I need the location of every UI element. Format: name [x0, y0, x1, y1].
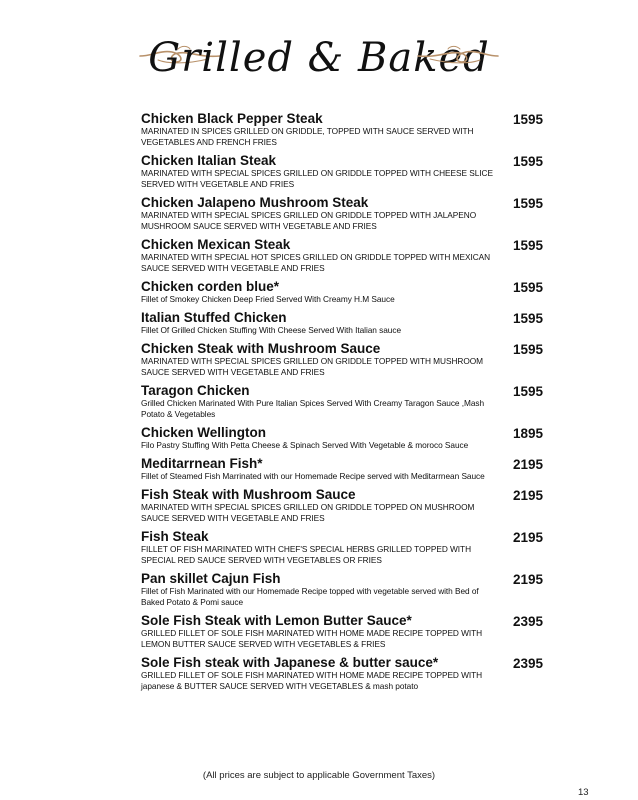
- menu-item-description: Fillet Of Grilled Chicken Stuffing With Cheese Served With Italian sauce: [141, 325, 402, 335]
- menu-item-description: GRILLED FILLET OF SOLE FISH MARINATED WITH HOME MADE RECIPE TOPPED WITH japanese & BUTTER SAUCE SERVED WITH VEGETABLES & mash potato: [141, 670, 483, 691]
- menu-item-name: Chicken Italian Steak: [141, 153, 277, 168]
- menu-item-name: Sole Fish steak with Japanese & butter sauce*: [141, 655, 439, 670]
- menu-item-price: 1595: [512, 238, 543, 253]
- menu-item-name: Italian Stuffed Chicken: [141, 310, 287, 325]
- menu-item-name: Chicken Jalapeno Mushroom Steak: [141, 195, 369, 210]
- menu-item-description: MARINATED IN SPICES GRILLED ON GRIDDLE, TOPPED WITH SAUCE SERVED WITH VEGETABLES AND FRENCH FRIES: [141, 126, 474, 147]
- menu-item-name: Meditarrnean Fish*: [141, 456, 263, 471]
- menu-item: [141, 310, 543, 336]
- menu-item-description: Fillet of Fish Marinated with our Homemade Recipe topped with vegetable served with Bed of Baked Potato & Pomi sauce: [141, 586, 479, 607]
- menu-item-price: 1595: [512, 311, 543, 326]
- page-header: [0, 22, 638, 92]
- menu-item-description: Fillet of Smokey Chicken Deep Fried Served With Creamy H.M Sauce: [141, 294, 395, 304]
- menu-item-price: 2195: [512, 530, 543, 545]
- menu-item-name: Fish Steak with Mushroom Sauce: [141, 487, 356, 502]
- menu-item-price: 1595: [512, 112, 543, 127]
- menu-item-name: Chicken corden blue*: [141, 279, 280, 294]
- menu-item-description: Filo Pastry Stuffing With Petta Cheese & Spinach Served With Vegetable & moroco Sauce: [141, 440, 469, 450]
- menu-item-name: Sole Fish Steak with Lemon Butter Sauce*: [141, 613, 412, 628]
- menu-item-description: MARINATED WITH SPECIAL SPICES GRILLED ON GRIDDLE TOPPED WITH MUSHROOM SAUCE SERVED WITH VEGETABLE AND FRIES: [141, 356, 483, 377]
- menu-item-price: 2195: [512, 572, 543, 587]
- tax-footnote: (All prices are subject to applicable Government Taxes): [202, 770, 436, 781]
- menu-item-description: Fillet of Steamed Fish Marrinated with our Homemade Recipe served with Meditarrnean Sauce: [141, 471, 485, 481]
- menu-item-description: MARINATED WITH SPECIAL SPICES GRILLED ON GRIDDLE TOPPED WITH CHEESE SLICE SERVED WITH VEGETABLE AND FRIES: [141, 168, 493, 189]
- menu-item-description: MARINATED WITH SPECIAL SPICES GRILLED ON GRIDDLE TOPPED ON MUSHROOM SAUCE SERVED WITH VEGETABLE AND FRIES: [141, 502, 475, 523]
- menu-item-price: 1595: [512, 342, 543, 357]
- menu-item-price: 2395: [512, 614, 543, 629]
- menu-item: [141, 571, 543, 608]
- menu-item: [141, 153, 543, 190]
- menu-item-description: FILLET OF FISH MARINATED WITH CHEF'S SPECIAL HERBS GRILLED TOPPED WITH SPECIAL RED SAUCE SERVED WITH VEGETABLES OR FRIES: [141, 544, 472, 565]
- menu-item-price: 2195: [512, 488, 543, 503]
- menu-item-price: 1895: [512, 426, 543, 441]
- menu-item-price: 2195: [512, 457, 543, 472]
- menu-item-name: Chicken Wellington: [141, 425, 267, 440]
- menu-item: [141, 655, 543, 692]
- menu-item-description: MARINATED WITH SPECIAL HOT SPICES GRILLED ON GRIDDLE TOPPED WITH MEXICAN SAUCE SERVED WITH VEGETABLE AND FRIES: [141, 252, 491, 273]
- menu-item-description: MARINATED WITH SPECIAL SPICES GRILLED ON GRIDDLE TOPPED WITH JALAPENO MUSHROOM SAUCE SERVED WITH VEGETABLE AND FRIES: [141, 210, 477, 231]
- menu-item-description: GRILLED FILLET OF SOLE FISH MARINATED WITH HOME MADE RECIPE TOPPED WITH LEMON BUTTER SAUCE SERVED WITH VEGETABLES & FRIES: [141, 628, 483, 649]
- menu-item-price: 1595: [512, 154, 543, 169]
- menu-item-name: Fish Steak: [141, 529, 209, 544]
- menu-item-price: 1595: [512, 280, 543, 295]
- menu-item-name: Taragon Chicken: [141, 383, 250, 398]
- menu-item: [141, 487, 543, 524]
- menu-item-price: 1595: [512, 384, 543, 399]
- menu-item-name: Chicken Black Pepper Steak: [141, 111, 323, 126]
- menu-item: [141, 195, 543, 232]
- menu-item: [141, 383, 543, 420]
- menu-item: [141, 279, 543, 305]
- menu-list: [141, 111, 543, 697]
- menu-item-price: 2395: [512, 656, 543, 671]
- menu-item-name: Pan skillet Cajun Fish: [141, 571, 281, 586]
- flourish-ornament-right-icon: [416, 40, 500, 70]
- menu-item-name: Chicken Mexican Steak: [141, 237, 291, 252]
- menu-item: [141, 529, 543, 566]
- menu-item-description: Grilled Chicken Marinated With Pure Italian Spices Served With Creamy Taragon Sauce ,Mash Potato & Vegetables: [141, 398, 485, 419]
- page-number: 13: [578, 787, 589, 798]
- menu-item-price: 1595: [512, 196, 543, 211]
- menu-item: [141, 456, 543, 482]
- page-title: Grilled & Baked: [148, 35, 490, 81]
- menu-item: [141, 237, 543, 274]
- menu-item: [141, 613, 543, 650]
- menu-item: [141, 425, 543, 451]
- menu-item: [141, 111, 543, 148]
- menu-item-name: Chicken Steak with Mushroom Sauce: [141, 341, 381, 356]
- menu-item: [141, 341, 543, 378]
